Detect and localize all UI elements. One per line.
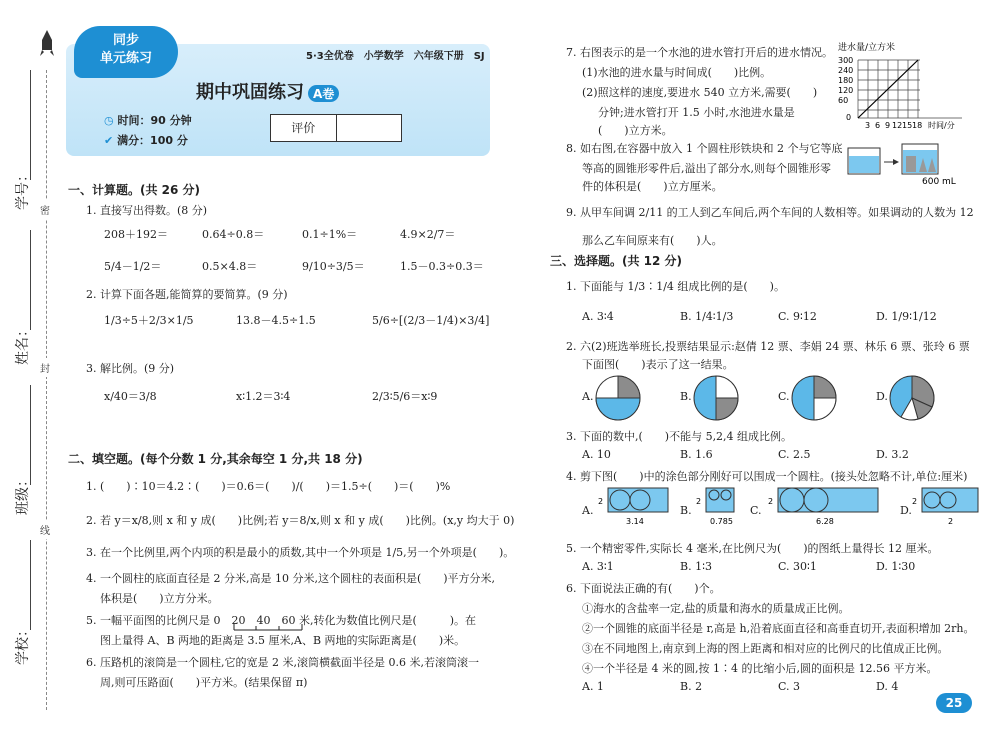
exam-time: ◷ 时间：90 分钟 (104, 114, 192, 127)
binding-line (46, 70, 47, 710)
q8-line: 8. 如右图,在容器中放入 1 个圆柱形铁块和 2 个与它等底 (566, 142, 843, 155)
calc-item: x/40＝3/8 (104, 390, 157, 403)
section2-heading: 二、填空题。(每个分数 1 分,其余每空 1 分,共 18 分) (68, 452, 363, 466)
svg-text:60: 60 (838, 96, 849, 105)
choice-q2: 下面图( )表示了这一结果。 (582, 358, 734, 371)
svg-text:2: 2 (768, 497, 774, 506)
school-blank[interactable] (30, 540, 31, 630)
option[interactable]: A. 1 (582, 680, 604, 693)
svg-text:3.14: 3.14 (626, 517, 644, 526)
clock-icon: ◷ (104, 114, 114, 127)
q7-line: 7. 右图表示的是一个水池的进水管打开后的进水情况。 (566, 46, 833, 59)
option[interactable]: D. 3.2 (876, 448, 909, 461)
pie-d (888, 374, 936, 422)
exam-score: ✔ 满分：100 分 (104, 134, 188, 147)
pie-a (594, 374, 642, 422)
option[interactable]: B. 1.6 (680, 448, 713, 461)
svg-text:6: 6 (875, 121, 881, 130)
calc-item: 5/6÷[(2/3－1/4)×3/4] (372, 314, 490, 327)
svg-text:18: 18 (912, 121, 923, 130)
option[interactable]: D. 4 (876, 680, 899, 693)
option[interactable]: D. (900, 504, 912, 517)
student-id-label: 学号： (15, 168, 31, 210)
option[interactable]: C. 3 (778, 680, 801, 693)
svg-text:240: 240 (838, 66, 854, 75)
section3-heading: 三、选择题。(共 12 分) (550, 254, 683, 268)
option[interactable]: C. 30∶1 (778, 560, 817, 573)
series-info: 5·3全优卷 小学数学 六年级下册 SJ (306, 51, 485, 62)
q9-line: 9. 从甲车间调 2/11 的工人到乙车间后,两个车间的人数相等。如果调动的人数为 12 (566, 206, 974, 219)
water-inflow-graph (832, 40, 992, 132)
choice-q4: 4. 剪下图( )中的涂色部分刚好可以围成一个圆柱。(接头处忽略不计,单位:厘米) (566, 470, 968, 483)
fill-line: 5. 一幅平面图的比例尺是 0 20 40 60 米,转化为数值比例尺是( )。在 (86, 614, 477, 627)
option[interactable]: B. 2 (680, 680, 703, 693)
calc-item: 1.5－0.3÷0.3＝ (400, 260, 484, 273)
page-number: 25 (936, 693, 972, 713)
svg-text:300: 300 (838, 56, 854, 65)
svg-text:2: 2 (948, 517, 954, 526)
calc-item: 9/10÷3/5＝ (302, 260, 365, 273)
fill-line: 2. 若 y＝x/8,则 x 和 y 成( )比例;若 y＝8/x,则 x 和 y 成( )比例。(x,y 均大于 0) (86, 514, 515, 527)
option[interactable]: A. (582, 390, 594, 403)
fill-line: 6. 压路机的滚筒是一个圆柱,它的宽是 2 米,滚筒横截面半径是 0.6 米,若滚筒滚一 (86, 656, 479, 669)
svg-text:2: 2 (696, 497, 702, 506)
fill-line: 图上量得 A、B 两地的距离是 3.5 厘米,A、B 两地的实际距离是( )米。 (100, 634, 466, 647)
calc-item: 1/3÷5＋2/3×1/5 (104, 314, 194, 327)
option[interactable]: D. 1∶30 (876, 560, 916, 573)
net-d (910, 486, 986, 528)
statement: ④一个半径是 4 米的圆,按 1∶4 的比缩小后,圆的面积是 12.56 平方米。 (582, 662, 938, 675)
choice-q3: 3. 下面的数中,( )不能与 5,2,4 组成比例。 (566, 430, 793, 443)
pie-b (692, 374, 740, 422)
school-label: 学校： (15, 623, 31, 665)
class-label: 班级： (15, 473, 31, 515)
svg-text:600 mL: 600 mL (922, 177, 956, 187)
q7-line: ( )立方米。 (598, 124, 673, 137)
svg-text:0: 0 (846, 113, 852, 122)
q8-line: 件的体积是( )立方厘米。 (582, 180, 723, 193)
statement: ③在不同地图上,南京到上海的图上距离和相对应的比例尺的比值成正比例。 (582, 642, 949, 655)
fill-line: 3. 在一个比例里,两个内项的积是最小的质数,其中一个外项是 1/5,另一个外项是( )。 (86, 546, 515, 559)
statement: ②一个圆锥的底面半径是 r,高是 h,沿着底面直径和高垂直切开,表面积增加 2rh。 (582, 622, 975, 635)
option[interactable]: A. (582, 504, 594, 517)
fill-line: 4. 一个圆柱的底面直径是 2 分米,高是 10 分米,这个圆柱的表面积是( )平方分米, (86, 572, 496, 585)
calc-item: 208＋192＝ (104, 228, 168, 241)
fill-line: 体积是( )立方分米。 (100, 592, 219, 605)
evaluation-box[interactable]: 评价 (270, 114, 402, 142)
net-b (694, 486, 750, 528)
q2-title: 2. 计算下面各题,能简算的要简算。(9 分) (86, 288, 288, 301)
check-circle-icon: ✔ (104, 134, 114, 147)
name-label: 姓名： (15, 323, 31, 365)
rocket-icon (40, 30, 54, 56)
svg-text:2: 2 (598, 497, 604, 506)
page-title: 期中巩固练习 A卷 (196, 78, 339, 104)
class-blank[interactable] (30, 385, 31, 485)
seal-xian: 线 (40, 520, 50, 539)
svg-text:120: 120 (838, 86, 854, 95)
q7-line: (1)水池的进水量与时间成( )比例。 (582, 66, 772, 79)
option[interactable]: C. 9∶12 (778, 310, 817, 323)
section1-heading: 一、计算题。(共 26 分) (68, 183, 201, 197)
fill-line: 周,则可压路面( )平方米。(结果保留 π) (100, 676, 308, 689)
svg-text:12: 12 (892, 121, 903, 130)
option[interactable]: A. 10 (582, 448, 611, 461)
q7-line: 分钟;进水管打开 1.5 小时,水池进水量是 (598, 106, 795, 119)
choice-q6: 6. 下面说法正确的有( )个。 (566, 582, 721, 595)
fill-line: 1. ( )∶10＝4.2∶( )＝0.6＝( )/( )＝1.5÷( )＝( )% (86, 480, 451, 493)
calc-item: 0.64÷0.8＝ (202, 228, 265, 241)
option[interactable]: B. 1∶3 (680, 560, 712, 573)
svg-text:9: 9 (885, 121, 891, 130)
q1-title: 1. 直接写出得数。(8 分) (86, 204, 208, 217)
option[interactable]: B. 1/4∶1/3 (680, 310, 734, 323)
name-blank[interactable] (30, 230, 31, 330)
option[interactable]: D. (876, 390, 888, 403)
pie-c (790, 374, 838, 422)
calc-item: x∶1.2＝3∶4 (236, 390, 291, 403)
svg-text:15: 15 (902, 121, 913, 130)
option[interactable]: A. 3∶1 (582, 560, 614, 573)
net-c (766, 486, 886, 528)
option[interactable]: D. 1/9∶1/12 (876, 310, 937, 323)
choice-q2: 2. 六(2)班选举班长,投票结果显示:赵倩 12 票、李娟 24 票、林乐 6 票、张玲 6 票 (566, 340, 970, 353)
option[interactable]: B. (680, 390, 692, 403)
statement: ①海水的含盐率一定,盐的质量和海水的质量成正比例。 (582, 602, 850, 615)
net-a (596, 486, 676, 528)
q8-line: 等高的圆锥形零件后,溢出了部分水,则每个圆锥形零 (582, 162, 831, 175)
calc-item: 0.1÷1%＝ (302, 228, 358, 241)
calc-item: 2/3∶5/6＝x∶9 (372, 390, 438, 403)
q3-title: 3. 解比例。(9 分) (86, 362, 175, 375)
choice-q1: 1. 下面能与 1/3∶1/4 组成比例的是( )。 (566, 280, 785, 293)
calc-item: 13.8－4.5÷1.5 (236, 314, 316, 327)
svg-text:进水量/立方米: 进水量/立方米 (838, 43, 896, 53)
seal-feng: 封 (40, 358, 50, 377)
svg-text:180: 180 (838, 76, 854, 85)
calc-item: 0.5×4.8＝ (202, 260, 258, 273)
svg-text:3: 3 (865, 121, 871, 130)
calc-item: 4.9×2/7＝ (400, 228, 456, 241)
option[interactable]: C. 2.5 (778, 448, 811, 461)
option[interactable]: C. (750, 504, 762, 517)
svg-text:0.785: 0.785 (710, 517, 733, 526)
student-id-blank[interactable] (30, 70, 31, 180)
option[interactable]: B. (680, 504, 692, 517)
q9-line: 那么乙车间原来有( )人。 (582, 234, 723, 247)
scale-bar (232, 624, 304, 632)
calc-item: 5/4－1/2＝ (104, 260, 162, 273)
svg-text:2: 2 (912, 497, 918, 506)
container-figure (846, 136, 986, 188)
seal-mi: 密 (40, 200, 50, 219)
unit-badge: 同步 单元练习 (74, 26, 178, 78)
svg-text:6.28: 6.28 (816, 517, 834, 526)
q7-line: (2)照这样的速度,要进水 540 立方米,需要( ) (582, 86, 818, 99)
choice-q5: 5. 一个精密零件,实际长 4 毫米,在比例尺为( )的图纸上量得长 12 厘米。 (566, 542, 939, 555)
option[interactable]: A. 3∶4 (582, 310, 614, 323)
svg-text:时间/分: 时间/分 (928, 121, 955, 130)
option[interactable]: C. (778, 390, 790, 403)
